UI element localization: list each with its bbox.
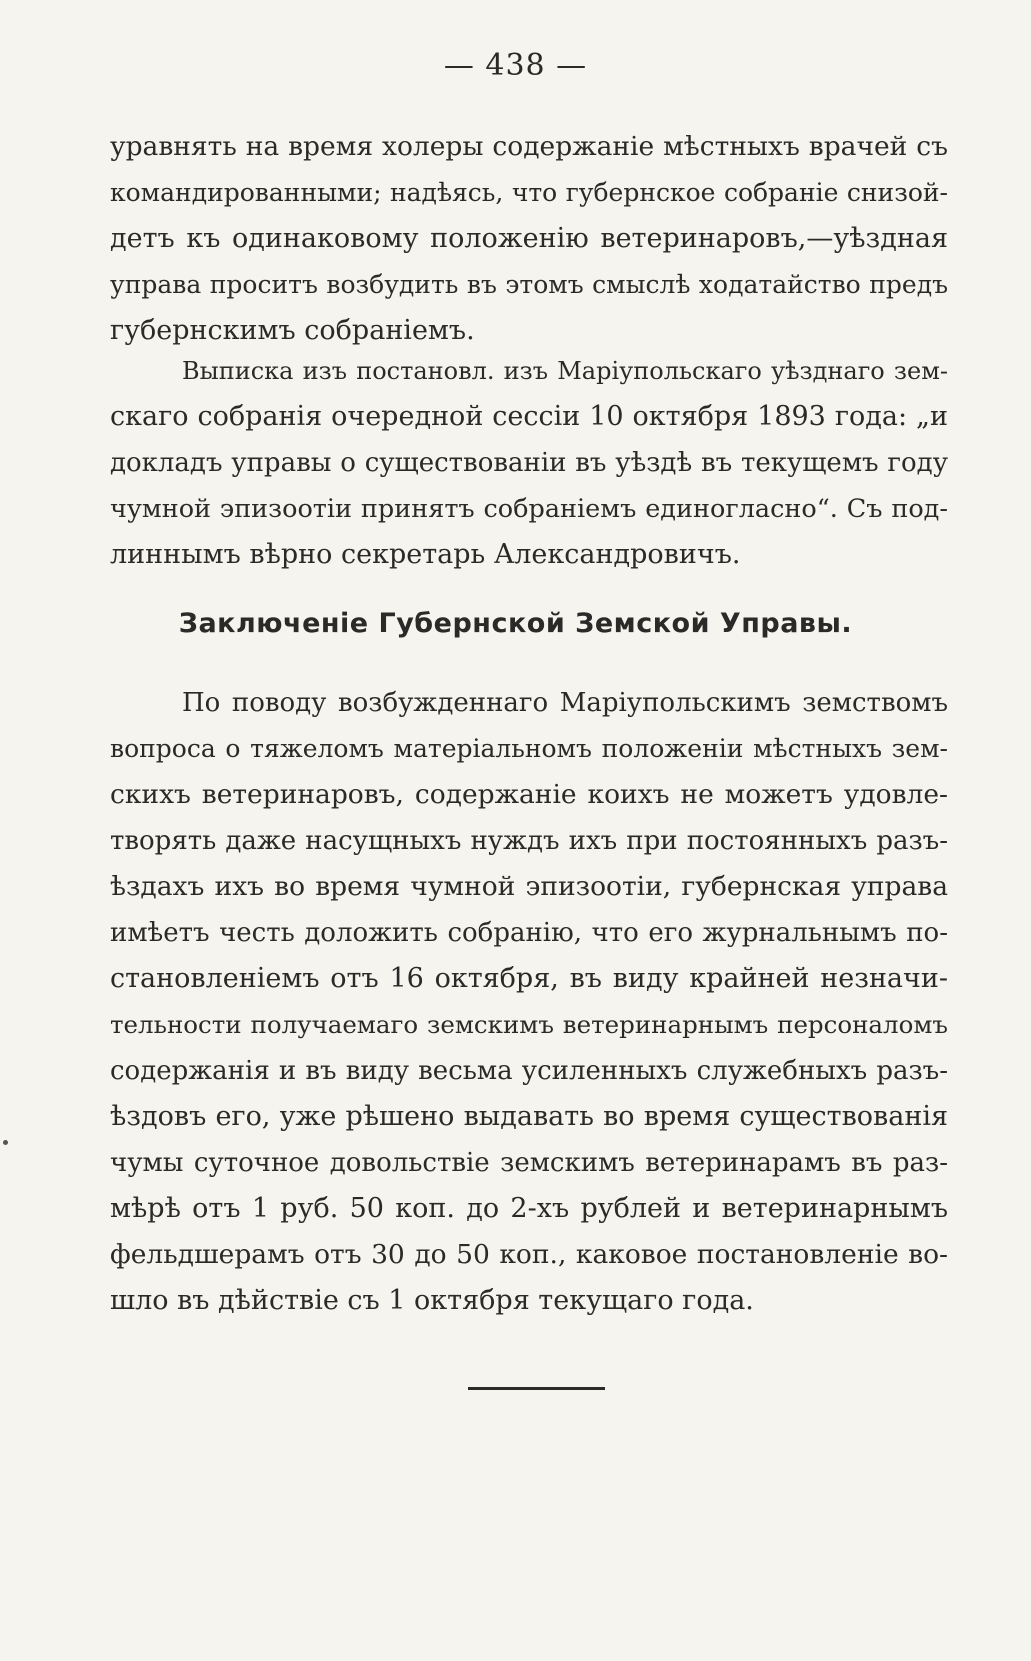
text-line: Выписка изъ постановл. изъ Маріупольскаго уѣзднаго зем- <box>182 357 948 385</box>
text-line: вопроса о тяжеломъ матеріальномъ положеніи мѣстныхъ зем- <box>110 734 948 763</box>
text-line: докладъ управы о существованіи въ уѣздѣ въ текущемъ году <box>110 448 948 478</box>
text-line: чумы суточное довольствіе земскимъ ветеринарамъ въ раз- <box>110 1148 948 1178</box>
text-line: ѣздахъ ихъ во время чумной эпизоотіи, губернская управа <box>110 871 948 902</box>
text-line: скихъ ветеринаровъ, содержаніе коихъ не можетъ удовле- <box>110 779 948 810</box>
text-line: тельности получаемаго земскимъ ветеринарнымъ персоналомъ <box>110 1010 948 1039</box>
text-line: творять даже насущныхъ нуждъ ихъ при постоянныхъ разъ- <box>110 826 948 856</box>
paragraph-conclusion <box>110 680 948 1324</box>
text-line: фельдшерамъ отъ 30 до 50 коп., каковое постановленіе во- <box>110 1239 948 1270</box>
scan-speck <box>3 1140 8 1145</box>
text-line: линнымъ вѣрно секретарь Александровичъ. <box>110 539 741 570</box>
text-line: детъ къ одинаковому положенію ветеринаровъ,—уѣздная <box>110 223 948 254</box>
text-line: шло въ дѣйствіе съ 1 октября текущаго года. <box>110 1285 754 1316</box>
paragraph-extract <box>110 348 948 578</box>
end-rule <box>468 1387 605 1390</box>
text-line: скаго собранія очередной сессіи 10 октября 1893 года: „и <box>110 401 948 432</box>
text-line: По поводу возбужденнаго Маріупольскимъ земствомъ <box>182 688 948 718</box>
text-line: командированными; надѣясь, что губернское собраніе снизой- <box>110 178 948 207</box>
page-number: — 438 — <box>443 48 588 83</box>
paragraph-continuation <box>110 124 948 354</box>
text-line: мѣрѣ отъ 1 руб. 50 коп. до 2-хъ рублей и ветеринарнымъ <box>110 1193 948 1224</box>
text-line: управа проситъ возбудить въ этомъ смыслѣ ходатайство предъ <box>110 270 948 299</box>
text-line: ѣздовъ его, уже рѣшено выдавать во время существованія <box>110 1101 948 1132</box>
text-line: становленіемъ отъ 16 октября, въ виду крайней незначи- <box>110 963 948 994</box>
text-line: содержанія и въ виду весьма усиленныхъ служебныхъ разъ- <box>110 1056 948 1086</box>
text-line: уравнять на время холеры содержаніе мѣстныхъ врачей съ <box>110 131 948 162</box>
text-line: имѣетъ честь доложить собранію, что его журнальнымъ по- <box>110 918 948 948</box>
text-line: губернскимъ собраніемъ. <box>110 315 475 346</box>
section-heading: Заключеніе Губернской Земской Управы. <box>178 608 853 639</box>
text-line: чумной эпизоотіи принятъ собраніемъ единогласно“. Съ под- <box>110 494 948 524</box>
